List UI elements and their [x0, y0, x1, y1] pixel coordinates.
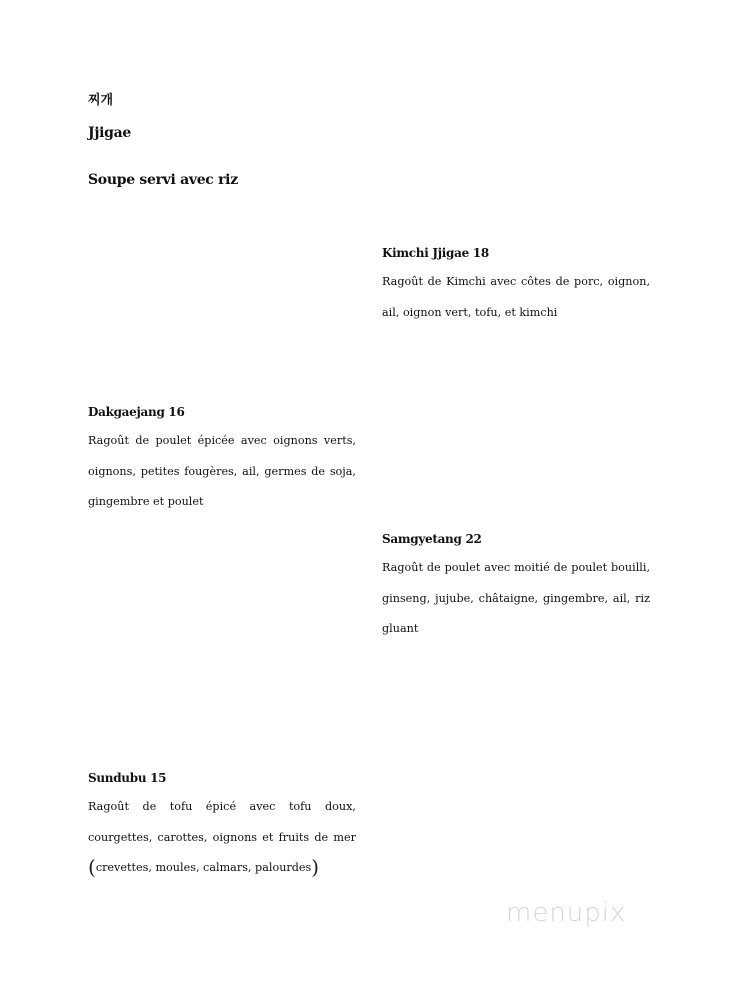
item-description — [88, 792, 356, 884]
section-title: Jjigae — [88, 125, 131, 141]
menu-item-kimchi-jjigae — [382, 245, 650, 328]
item-name: Dakgaejang 16 — [88, 405, 185, 419]
menupix-watermark: menupix — [506, 898, 627, 928]
section-subtitle: Soupe servi avec riz — [88, 172, 238, 188]
item-name: Samgyetang 22 — [382, 532, 482, 546]
menu-item-samgyetang — [382, 531, 650, 645]
item-name: Kimchi Jjigae 18 — [382, 246, 489, 260]
item-name: Sundubu 15 — [88, 771, 167, 785]
description-paren-text: crevettes, moules, calmars, palourdes — [95, 861, 312, 874]
close-paren: ) — [311, 855, 320, 879]
item-description: Ragoût de poulet avec moitié de poulet bouilli, ginseng, jujube, châtaigne, gingembre, ail, riz gluant — [382, 561, 650, 635]
korean-title: 찌개 — [88, 93, 114, 108]
item-description: Ragoût de Kimchi avec côtes de porc, oignon, ail, oignon vert, tofu, et kimchi — [382, 275, 650, 319]
open-paren: ( — [88, 855, 96, 879]
menu-item-dakgaejang — [88, 404, 356, 518]
menu-item-sundubu — [88, 770, 356, 884]
description-text: Ragoût de tofu épicé avec tofu doux, courgettes, carottes, oignons et fruits de mer — [88, 800, 356, 844]
item-description: Ragoût de poulet épicée avec oignons verts, oignons, petites fougères, ail, germes de soja, gingembre et poulet — [88, 434, 356, 508]
